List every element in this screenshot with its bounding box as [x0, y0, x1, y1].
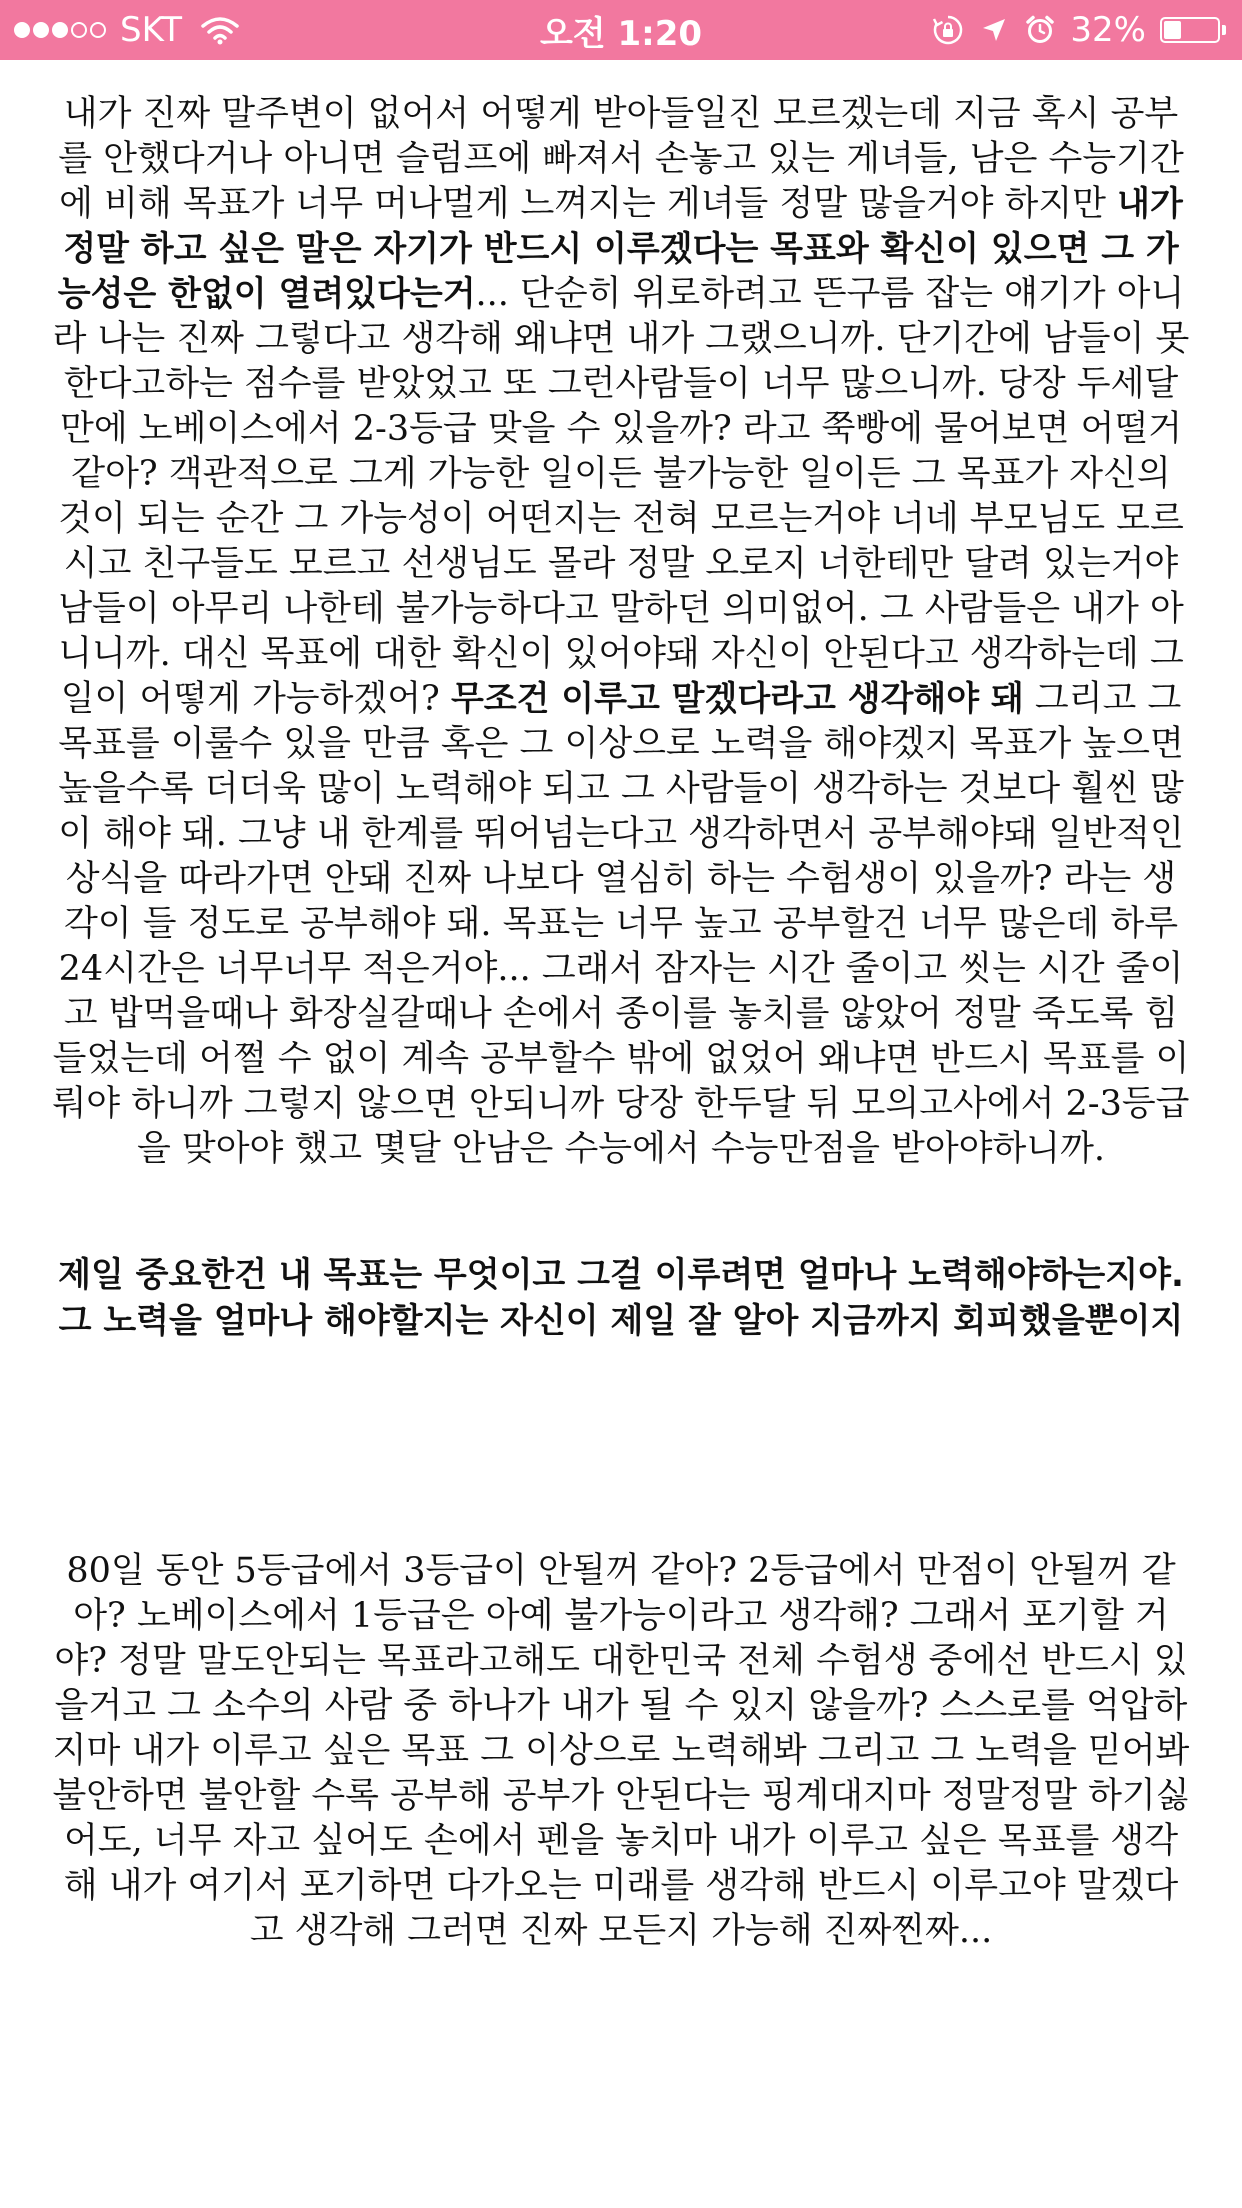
paragraph-text: ... 단순히 위로하려고 뜬구름 잡는 얘기가 아니라 나는 진짜 그렇다고 생각해 왜냐면 내가 그랬으니까. 단기간에 남들이 못한다고하는 점수를 받았었고 또 그런사람들이 너무 많으니까. 당장 두세달만에 노베이스에서 2-3등급 맞을 수 있을까? 라고 쭉빵에 물어보면 어떨거 같아? 객관적으로 그게 가능한 일이든 불가능한 일이든 그 목표가 자신의 것이 되는 순간 그 가능성이 어떤지는 전혀 모르는거야 너네 부모님도 모르시고 친구들도 모르고 선생님도 몰라 정말 오로지 너한테만 달려 있는거야 남들이 아무리 나한테 불가능하다고 말하던 의미없어. 그 사람들은 내가 아니니까. 대신 목표에 대한 확신이 있어야돼 자신이 안된다고 생각하는데 그 일이 어떻게 가능하겠어?: [52, 274, 1190, 719]
paragraph-emphasis: 무조건 이루고 말겠다라고 생각해야 돼: [450, 679, 1024, 719]
signal-dot: [52, 22, 68, 38]
paragraph-emphasis: 내가 정말 하고 싶은 말은 자기가 반드시 이루겠다는 목표와 확신이 있으면 그 가능성은 한없이 열려있다는거: [57, 184, 1183, 314]
paragraph-text: 내가 진짜 말주변이 없어서 어떻게 받아들일진 모르겠는데 지금 혹시 공부를 안했다거나 아니면 슬럼프에 빠져서 손놓고 있는 게녀들, 남은 수능기간에 비해 목표가 너무 머나멀게 느껴지는 게녀들 정말 많을거야 하지만: [58, 94, 1184, 224]
battery-icon: [1160, 17, 1226, 43]
status-bar: [0, 0, 1242, 60]
spacer: [52, 1344, 1190, 1549]
status-right: [932, 0, 1226, 60]
article-body: [52, 92, 1190, 1954]
battery-percent: 32%: [1070, 10, 1146, 50]
signal-dot: [90, 22, 106, 38]
rotation-lock-icon: [932, 14, 964, 46]
spacer: [52, 1172, 1190, 1252]
battery-body: [1160, 17, 1220, 43]
signal-dot: [71, 22, 87, 38]
paragraph-1: [52, 92, 1190, 1172]
signal-strength-icon: [14, 22, 106, 38]
paragraph-3: 80일 동안 5등급에서 3등급이 안될꺼 같아? 2등급에서 만점이 안될꺼 같아? 노베이스에서 1등급은 아예 불가능이라고 생각해? 그래서 포기할 거야? 정말 말도안되는 목표라고해도 대한민국 전체 수험생 중에선 반드시 있을거고 그 소수의 사람 중 하나가 내가 될 수 있지 않을까? 스스로를 억압하지마 내가 이루고 싶은 목표 그 이상으로 노력해봐 그리고 그 노력을 믿어봐 불안하면 불안할 수록 공부해 공부가 안된다는 핑계대지마 정말정말 하기싫어도, 너무 자고 싶어도 손에서 펜을 놓치마 내가 이루고 싶은 목표를 생각해 내가 여기서 포기하면 다가오는 미래를 생각해 반드시 이루고야 말겠다고 생각해 그러면 진짜 모든지 가능해 진짜찐짜...: [52, 1551, 1190, 1951]
alarm-clock-icon: [1024, 14, 1056, 46]
status-left: [14, 0, 240, 60]
location-arrow-icon: [978, 14, 1010, 46]
battery-tip: [1222, 25, 1226, 35]
signal-dot: [33, 22, 49, 38]
status-time: 오전 1:20: [539, 13, 703, 54]
battery-fill: [1164, 21, 1181, 39]
wifi-icon: [200, 15, 240, 45]
carrier-name: SKT: [120, 10, 183, 50]
paragraph-text: 그리고 그 목표를 이룰수 있을 만큼 혹은 그 이상으로 노력을 해야겠지 목표가 높으면 높을수록 더더욱 많이 노력해야 되고 그 사람들이 생각하는 것보다 훨씬 많이 해야 돼. 그냥 내 한계를 뛰어넘는다고 생각하면서 공부해야돼 일반적인 상식을 따라가면 안돼 진짜 나보다 열심히 하는 수험생이 있을까? 라는 생각이 들 정도로 공부해야 돼. 목표는 너무 높고 공부할건 너무 많은데 하루 24시간은 너무너무 적은거야... 그래서 잠자는 시간 줄이고 씻는 시간 줄이고 밥먹을때나 화장실갈때나 손에서 종이를 놓치를 않았어 정말 죽도록 힘들었는데 어쩔 수 없이 계속 공부할수 밖에 없었어 왜냐면 반드시 목표를 이뤄야 하니까 그렇지 않으면 안되니까 당장 한두달 뒤 모의고사에서 2-3등급을 맞아야 했고 몇달 안남은 수능에서 수능만점을 받아야하니까.: [52, 679, 1190, 1169]
paragraph-2-emphasis: 제일 중요한건 내 목표는 무엇이고 그걸 이루려면 얼마나 노력해야하는지야. 그 노력을 얼마나 해야할지는 자신이 제일 잘 알아 지금까지 회피했을뿐이지: [58, 1255, 1184, 1341]
signal-dot: [14, 22, 30, 38]
